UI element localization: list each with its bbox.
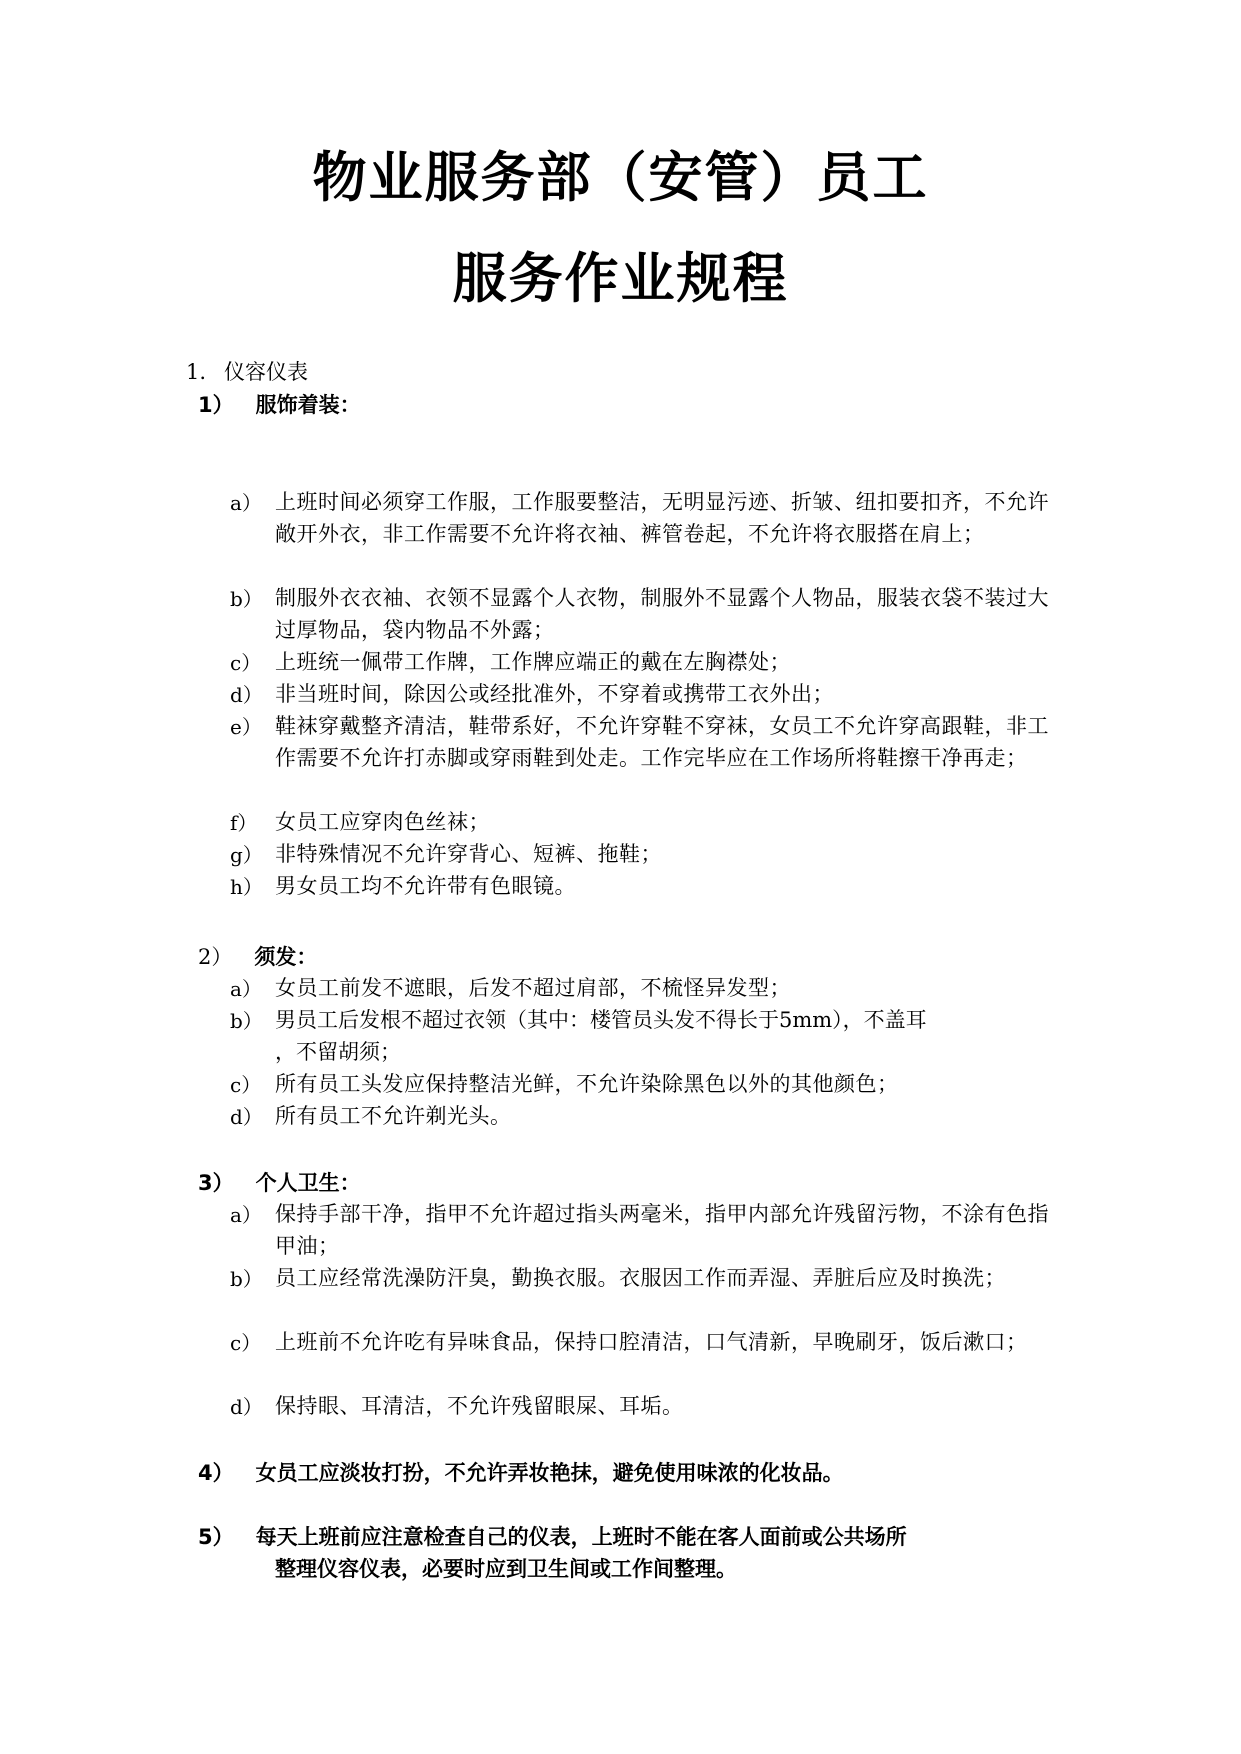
- subsection-label: 个人卫生：: [255, 1171, 361, 1195]
- list-item-text: 所有员工不允许剃光头。: [275, 1104, 512, 1128]
- list-marker: a）: [230, 491, 262, 515]
- subsection-number: 5）: [198, 1525, 234, 1549]
- subsection-label: 服饰着装：: [255, 393, 361, 417]
- subsection-text: 女员工应淡妆打扮，不允许弄妆艳抹，避免使用味浓的化妆品。: [255, 1461, 844, 1485]
- list-marker: c）: [230, 1331, 262, 1355]
- list-marker: b）: [230, 1267, 263, 1291]
- list-item-text: 女员工前发不遮眼，后发不超过肩部，不梳怪异发型；: [275, 976, 791, 1000]
- list-item-text: 所有员工头发应保持整洁光鲜，不允许染除黑色以外的其他颜色；: [275, 1072, 899, 1096]
- list-marker: b）: [230, 587, 263, 611]
- list-item-text: 上班时间必须穿工作服，工作服要整洁，无明显污迹、折皱、纽扣要扣齐，不允许敞开外衣，非工作需要不允许将衣袖、裤管卷起，不允许将衣服搭在肩上；: [275, 490, 1049, 546]
- list-item-text: 非特殊情况不允许穿背心、短裤、拖鞋；: [275, 842, 662, 866]
- list-item-text: 上班前不允许吃有异味食品，保持口腔清洁，口气清新，早晚刷牙，饭后漱口；: [275, 1330, 1028, 1354]
- subsection-label: 须发：: [254, 945, 318, 969]
- list-item-text: 鞋袜穿戴整齐清洁，鞋带系好，不允许穿鞋不穿袜，女员工不允许穿高跟鞋，非工作需要不允许打赤脚或穿雨鞋到处走。工作完毕应在工作场所将鞋擦干净再走；: [275, 714, 1049, 770]
- subsection-text: 每天上班前应注意检查自己的仪表，上班时不能在客人面前或公共场所: [255, 1525, 907, 1549]
- list-item-text: 员工应经常洗澡防汗臭，勤换衣服。衣服因工作而弄湿、弄脏后应及时换洗；: [275, 1266, 1006, 1290]
- list-item-text: 制服外衣衣袖、衣领不显露个人衣物，制服外不显露个人物品，服装衣袋不装过大过厚物品，袋内物品不外露；: [275, 586, 1049, 642]
- list-item-text: 保持手部干净，指甲不允许超过指头两毫米，指甲内部允许残留污物，不涂有色指甲油；: [275, 1202, 1049, 1258]
- list-item-text: 上班统一佩带工作牌，工作牌应端正的戴在左胸襟处；: [275, 650, 791, 674]
- subsection-number: 4）: [198, 1461, 234, 1485]
- subsection-heading-3: [198, 1168, 361, 1198]
- list-item-text: 保持眼、耳清洁，不允许残留眼屎、耳垢。: [275, 1394, 684, 1418]
- list-marker: c）: [230, 1073, 262, 1097]
- section-label: 仪容仪表: [224, 360, 309, 384]
- list-marker: h）: [230, 875, 263, 899]
- subsection-number: 1）: [198, 393, 234, 417]
- list-item-text: 女员工应穿肉色丝袜；: [275, 810, 490, 834]
- section-number: 1.: [186, 360, 207, 384]
- subsection-number: 3）: [198, 1171, 234, 1195]
- list-marker: g）: [230, 843, 263, 867]
- subsection-heading-2: [198, 942, 317, 972]
- list-item-text: 非当班时间，除因公或经批准外，不穿着或携带工衣外出；: [275, 682, 834, 706]
- subsection-heading-4: [198, 1458, 844, 1488]
- list-marker: b）: [230, 1009, 263, 1033]
- list-marker: f）: [230, 811, 258, 835]
- list-marker: d）: [230, 683, 263, 707]
- list-marker: d）: [230, 1105, 263, 1129]
- document-title-line1: 物业服务部（安管）员工: [312, 146, 929, 209]
- list-marker: e）: [230, 715, 262, 739]
- list-marker: c）: [230, 651, 262, 675]
- subsection-number: 2）: [198, 945, 233, 969]
- subsection-text-continued: 整理仪容仪表，必要时应到卫生间或工作间整理。: [275, 1557, 737, 1581]
- document-title-line2: 服务作业规程: [452, 247, 789, 310]
- list-marker: a）: [230, 977, 262, 1001]
- list-marker: a）: [230, 1203, 262, 1227]
- list-item-text-continued: ，不留胡须；: [275, 1040, 401, 1064]
- list-item-text: 男员工后发根不超过衣领（其中：楼管员头发不得长于5mm），不盖耳: [275, 1008, 927, 1032]
- subsection-heading-5: [198, 1522, 907, 1552]
- section-heading: [186, 357, 308, 387]
- list-item-text: 男女员工均不允许带有色眼镜。: [275, 874, 576, 898]
- list-marker: d）: [230, 1395, 263, 1419]
- subsection-heading-1: [198, 390, 361, 420]
